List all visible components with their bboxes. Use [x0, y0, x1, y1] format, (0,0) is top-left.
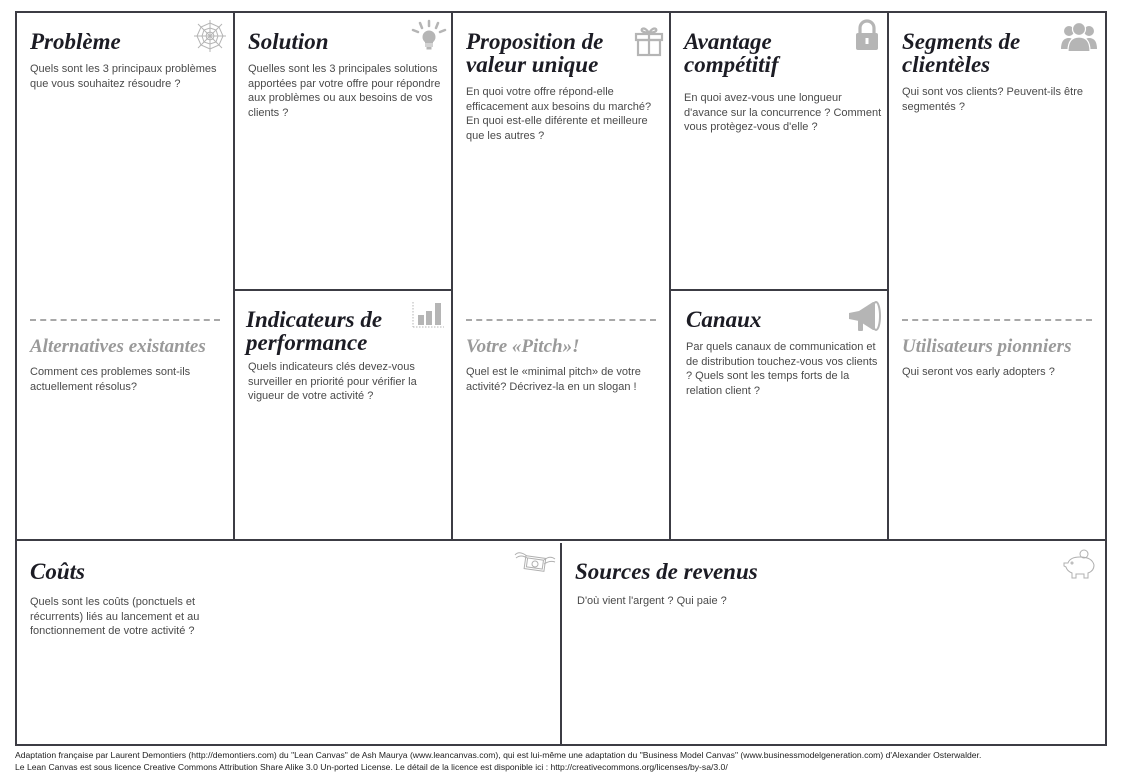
- canaux-title: Canaux: [686, 307, 762, 332]
- segments-title: Segments de clientèles: [902, 29, 1021, 77]
- users-icon: [1059, 21, 1099, 53]
- utilisateurs-description: Qui seront vos early adopters ?: [902, 366, 1055, 378]
- pitch-title: Votre «Pitch»!: [466, 336, 580, 357]
- revenus-title: Sources de revenus: [575, 559, 758, 584]
- utilisateurs-title: Utilisateurs pionniers: [902, 336, 1072, 357]
- footer-credits: [15, 749, 1125, 773]
- section-canaux[interactable]: [671, 291, 889, 541]
- indicateurs-title: Indicateurs de performance: [246, 307, 383, 355]
- couts-title: Coûts: [30, 559, 85, 584]
- avantage-title: Avantage compétitif: [684, 29, 779, 77]
- padlock-icon: [854, 19, 880, 51]
- avantage-description: En quoi avez-vous une longueur d'avance sur la concurrence ? Comment vous protègez-vous d'elle ?: [684, 92, 882, 133]
- footer-line-2: Le Lean Canvas est sous licence Creative Commons Attribution Share Alike 3.0 Un-ported License. Le détail de la licence est disponible ici : http://creativecommons.org/licenses/by-sa/3.0/: [15, 762, 728, 772]
- section-indicateurs[interactable]: [235, 291, 453, 541]
- proposition-title: Proposition de valeur unique: [466, 29, 604, 77]
- segments-description: Qui sont vos clients? Peuvent-ils être segmentés ?: [902, 86, 1083, 113]
- solution-title: Solution: [248, 29, 329, 54]
- footer-line-1: Adaptation française par Laurent Demontiers (http://demontiers.com) du "Lean Canvas" de Ash Maurya (www.leancanvas.com), qui est lui-même une adaptation du "Business Model Canvas" (www.businessmodelgeneration.com) d'Alexander Osterwalder.: [15, 750, 982, 760]
- section-solution[interactable]: [235, 13, 453, 291]
- pitch-description: Quel est le «minimal pitch» de votre activité? Décrivez-la en un slogan !: [466, 366, 641, 393]
- proposition-divider: [466, 319, 656, 321]
- megaphone-icon: [845, 299, 883, 335]
- gift-icon: [633, 25, 665, 57]
- couts-description: Quels sont les coûts (ponctuels et récurrents) liés au lancement et au fonctionnement de votre activité ?: [30, 596, 200, 637]
- probleme-divider: [30, 319, 220, 321]
- lean-canvas: [15, 11, 1107, 746]
- flying-money-icon: [513, 549, 557, 577]
- section-segments[interactable]: [889, 13, 1105, 541]
- proposition-description: En quoi votre offre répond-elle efficacement aux besoins du marché? En quoi est-elle diférente et meilleure que les autres ?: [466, 86, 652, 142]
- indicateurs-description: Quels indicateurs clés devez-vous surveiller en priorité pour vérifier la vigueur de votre activité ?: [248, 361, 417, 402]
- canaux-description: Par quels canaux de communication et de distribution touchez-vous vos clients ? Quels sont les temps forts de la relation client ?: [686, 341, 878, 397]
- section-avantage[interactable]: [671, 13, 889, 291]
- segments-divider: [902, 319, 1092, 321]
- section-proposition[interactable]: [453, 13, 671, 541]
- alternatives-description: Comment ces problemes sont-ils actuellement résolus?: [30, 366, 191, 393]
- solution-description: Quelles sont les 3 principales solutions apportées par votre offre pour répondre aux problèmes ou aux besoins de vos clients ?: [248, 63, 441, 119]
- probleme-description: Quels sont les 3 principaux problèmes que vous souhaitez résoudre ?: [30, 63, 217, 90]
- spider-web-icon: [193, 19, 227, 53]
- section-couts[interactable]: [17, 543, 562, 746]
- alternatives-title: Alternatives existantes: [30, 336, 206, 357]
- lightbulb-icon: [411, 19, 447, 53]
- revenus-description: D'où vient l'argent ? Qui paie ?: [577, 595, 727, 607]
- probleme-title: Problème: [30, 29, 121, 54]
- bar-chart-icon: [411, 301, 445, 329]
- piggy-bank-icon: [1062, 549, 1098, 581]
- section-revenus[interactable]: [562, 543, 1105, 746]
- section-probleme[interactable]: [17, 13, 235, 541]
